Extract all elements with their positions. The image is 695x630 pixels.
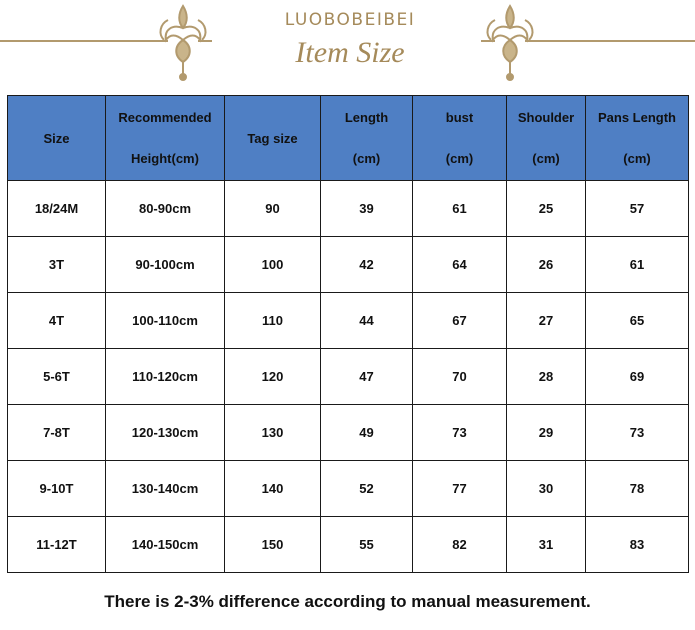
cell-length: 42	[321, 237, 413, 293]
cell-shoulder: 30	[507, 461, 586, 517]
table-row	[8, 181, 689, 237]
left-divider-line	[0, 40, 160, 42]
column-header-pans-length: Pans Length (cm)	[586, 96, 689, 181]
cell-pans-length: 69	[586, 349, 689, 405]
cell-size: 3T	[8, 237, 106, 293]
page-title: Item Size	[295, 36, 405, 69]
column-header-size: Size	[8, 96, 106, 181]
cell-shoulder: 29	[507, 405, 586, 461]
table-header-row	[8, 96, 689, 181]
cell-tag-size: 120	[225, 349, 321, 405]
cell-height: 140-150cm	[106, 517, 225, 573]
cell-height: 90-100cm	[106, 237, 225, 293]
cell-size: 7-8T	[8, 405, 106, 461]
cell-pans-length: 65	[586, 293, 689, 349]
table-row	[8, 293, 689, 349]
cell-shoulder: 26	[507, 237, 586, 293]
column-header-shoulder: Shoulder (cm)	[507, 96, 586, 181]
right-divider-line	[535, 40, 695, 42]
cell-height: 120-130cm	[106, 405, 225, 461]
cell-length: 39	[321, 181, 413, 237]
cell-length: 55	[321, 517, 413, 573]
cell-bust: 82	[413, 517, 507, 573]
cell-shoulder: 25	[507, 181, 586, 237]
cell-height: 100-110cm	[106, 293, 225, 349]
measurement-note: There is 2-3% difference according to manual measurement.	[104, 592, 591, 611]
brand-name: LUOBOBEIBEI	[284, 10, 416, 30]
cell-tag-size: 150	[225, 517, 321, 573]
cell-size: 9-10T	[8, 461, 106, 517]
cell-length: 44	[321, 293, 413, 349]
column-header-bust: bust (cm)	[413, 96, 507, 181]
cell-bust: 64	[413, 237, 507, 293]
cell-bust: 77	[413, 461, 507, 517]
cell-length: 52	[321, 461, 413, 517]
header	[0, 0, 695, 90]
cell-size: 11-12T	[8, 517, 106, 573]
column-header-recommended-height: Recommended Height(cm)	[106, 96, 225, 181]
cell-pans-length: 57	[586, 181, 689, 237]
cell-height: 110-120cm	[106, 349, 225, 405]
table-row	[8, 237, 689, 293]
table-row	[8, 349, 689, 405]
cell-bust: 61	[413, 181, 507, 237]
cell-shoulder: 28	[507, 349, 586, 405]
cell-bust: 67	[413, 293, 507, 349]
size-chart-table	[7, 95, 689, 573]
cell-tag-size: 110	[225, 293, 321, 349]
cell-length: 49	[321, 405, 413, 461]
cell-tag-size: 140	[225, 461, 321, 517]
cell-pans-length: 61	[586, 237, 689, 293]
cell-pans-length: 73	[586, 405, 689, 461]
table-row	[8, 405, 689, 461]
right-fleur-ornament-icon	[475, 0, 545, 82]
table-row	[8, 461, 689, 517]
cell-height: 130-140cm	[106, 461, 225, 517]
cell-length: 47	[321, 349, 413, 405]
cell-shoulder: 31	[507, 517, 586, 573]
cell-size: 5-6T	[8, 349, 106, 405]
table-row	[8, 517, 689, 573]
cell-bust: 70	[413, 349, 507, 405]
cell-pans-length: 83	[586, 517, 689, 573]
cell-tag-size: 100	[225, 237, 321, 293]
cell-bust: 73	[413, 405, 507, 461]
cell-size: 18/24M	[8, 181, 106, 237]
column-header-length: Length (cm)	[321, 96, 413, 181]
cell-shoulder: 27	[507, 293, 586, 349]
cell-height: 80-90cm	[106, 181, 225, 237]
cell-tag-size: 130	[225, 405, 321, 461]
cell-size: 4T	[8, 293, 106, 349]
column-header-tag-size: Tag size	[225, 96, 321, 181]
cell-tag-size: 90	[225, 181, 321, 237]
cell-pans-length: 78	[586, 461, 689, 517]
left-fleur-ornament-icon	[148, 0, 218, 82]
